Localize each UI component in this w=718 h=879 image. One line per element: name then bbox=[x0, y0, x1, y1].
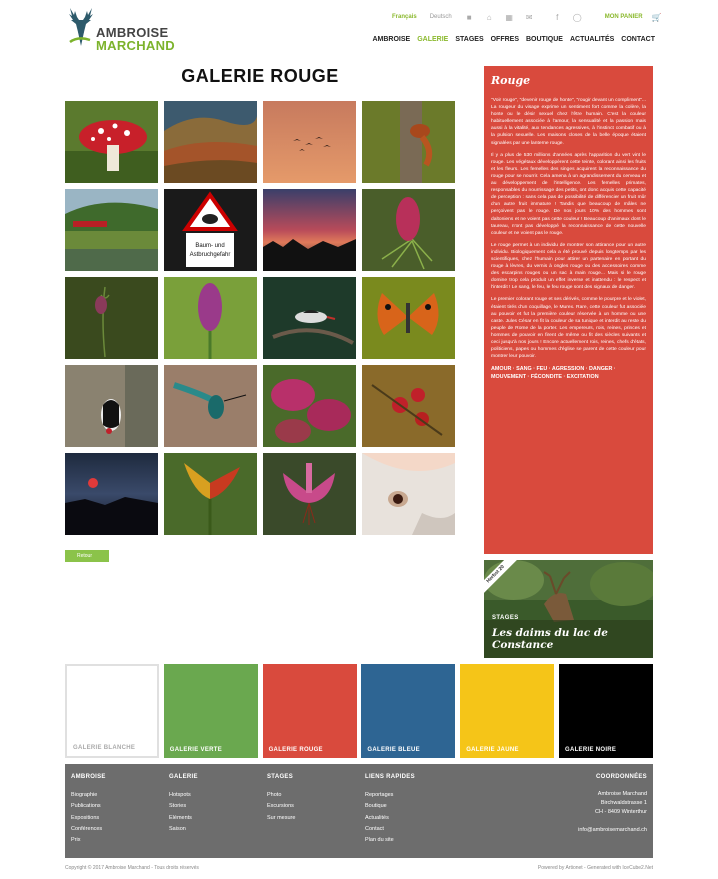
photo-red-dusk-sky[interactable] bbox=[263, 189, 356, 271]
photo-white-cockatoo-eye[interactable] bbox=[362, 453, 455, 535]
brand-line1: AMBROISE bbox=[96, 25, 169, 40]
footer-col-liens-rapides bbox=[365, 774, 415, 846]
panel-paragraph: Il y a plus de 530 millions d'années après l'apparition du vert vint le rouge. Les végétaux développèrent cette teinte, colorant ainsi les fruits et les fleurs. Les femelles des singes acquirent la reconnaissance du rouge pour se nourrir. Cela amena à un agrandissement du cerveau et au développement de l'intelligence. Les femelles primates, responsables du nourrissage des petits, ont donc acquis cette capacité de perception : sans cela pas de possibilité de différencier un fruit mûr d'un autre fruit immature ! Tandis que beaucoup de mâles ne perçoivent pas le rouge. De nos jours 10% des hommes sont daltoniens et ne voient pas cette couleur ! Beaucoup d'animaux dont le taureau, n'ont pas développé la reconnaissance de cette nouvelle couleur et ne voient pas le rouge. bbox=[491, 152, 646, 236]
gallery-tile-label: GALERIE BLANCHE bbox=[73, 745, 136, 751]
footer-col-title: LIENS RAPIDES bbox=[365, 774, 415, 780]
footer-link[interactable]: Sur mesure bbox=[267, 814, 296, 821]
back-button[interactable]: Retour bbox=[65, 550, 109, 562]
footer-contact-title: COORDONNÉES bbox=[596, 774, 647, 780]
nav-stages[interactable]: STAGES bbox=[455, 36, 484, 43]
photo-red-leaves-coleus[interactable] bbox=[263, 365, 356, 447]
photo-hummingbird[interactable] bbox=[164, 365, 257, 447]
footer-link[interactable]: Conférences bbox=[71, 825, 103, 832]
svg-text:Baum- und: Baum- und bbox=[195, 243, 225, 249]
promo-card-stage[interactable] bbox=[484, 560, 653, 658]
instagram-icon[interactable]: ◯ bbox=[572, 12, 582, 22]
top-bar bbox=[392, 12, 662, 22]
promo-title: Les daims du lac de Constance bbox=[492, 627, 608, 651]
footer-col-title: AMBROISE bbox=[71, 774, 106, 780]
contact-line: Birchwaldstrasse 1 bbox=[600, 800, 647, 806]
promo-category: STAGES bbox=[492, 615, 519, 621]
page-title: GALERIE ROUGE bbox=[181, 66, 339, 86]
footer-link[interactable]: Eléments bbox=[169, 814, 192, 821]
footer-link[interactable]: Actualités bbox=[365, 814, 389, 821]
photo-woodpecker-on-trunk[interactable] bbox=[65, 365, 158, 447]
photo-beaver-warning-sign[interactable] bbox=[164, 189, 257, 271]
footer-link[interactable]: Contact bbox=[365, 825, 384, 832]
nav-contact[interactable]: CONTACT bbox=[621, 36, 655, 43]
photo-birds-at-sunset[interactable] bbox=[263, 101, 356, 183]
photo-tern-on-branch[interactable] bbox=[263, 277, 356, 359]
contact-line: Ambroise Marchand bbox=[597, 791, 647, 797]
footer-col-ambroise bbox=[71, 774, 106, 846]
footer-link[interactable]: Saison bbox=[169, 825, 186, 832]
nav-galerie[interactable]: GALERIE bbox=[417, 36, 449, 43]
photo-rose-hips[interactable] bbox=[362, 365, 455, 447]
panel-paragraph: Le rouge permet à un individu de montrer son attirance pour un autre individu. Biologiquement cela a été prouvé depuis longtemps par les scientifiques, chez l'humain pour attirer un partenaire en portant du rouge à lèvres, du vernis à ongles rouge ou des accessoires comme des escarpins rouges ou un sac à main rouge... Mais si le rouge domine trop cela produit un effet inverse et inattendu : le respect et l'interdit ! Le sang, le feu, le feu rouge sont des signaux de danger. bbox=[491, 242, 646, 291]
mail-icon[interactable]: ✉ bbox=[525, 12, 533, 22]
gallery-tile-label: GALERIE VERTE bbox=[169, 747, 223, 753]
footer-col-title: GALERIE bbox=[169, 774, 198, 780]
copyright: Copyright © 2017 Ambroise Marchand - Tous droits réservés bbox=[65, 865, 199, 871]
lock-icon[interactable]: ■ bbox=[466, 12, 472, 22]
photo-yellow-red-lily[interactable] bbox=[164, 453, 257, 535]
photo-red-train-in-valley[interactable] bbox=[65, 189, 158, 271]
photo-autumn-forest-hill[interactable] bbox=[164, 101, 257, 183]
panel-paragraph: Le premier colorant rouge et ses dérivés, comme le pourpre et le violet, étaient tirés d'un coquillage, le Murex. Rare, cette couleur fut associée au pouvoir et fut la première couleur réservée à un homme ou une caste. Jules César en fit la couleur de sa tunique et interdit au reste du peuple de Rome de la porter. Les empereurs, rois, reines, princes et hommes de pouvoir en firent de même ou fit des siècles suivants et ceci jusqu'à nos jours ! Encore actuellement rois, reines, chefs d'états, politiciens, papes ou hommes d'église se parent de cette couleur pour montrer leur pouvoir. bbox=[491, 297, 646, 360]
deer-head-icon bbox=[66, 6, 96, 52]
gallery-blanche-tile[interactable] bbox=[65, 664, 159, 758]
lang-deutsch[interactable]: Deutsch bbox=[429, 14, 452, 20]
nav-offres[interactable]: OFFRES bbox=[490, 36, 519, 43]
panel-keywords: AMOUR · SANG · FEU · AGRESSION · DANGER · MOUVEMENT · FÉCONDITE · EXCITATION bbox=[491, 366, 616, 381]
promo-ribbon: Herbst 20 bbox=[484, 560, 520, 599]
lang-francais[interactable]: Français bbox=[392, 14, 417, 20]
photo-fritillary-flower[interactable] bbox=[65, 277, 158, 359]
footer-link[interactable]: Prix bbox=[71, 837, 81, 844]
footer-link[interactable]: Hotspots bbox=[169, 792, 191, 798]
footer-link[interactable]: Stories bbox=[169, 803, 187, 810]
gallery-tile-label: GALERIE ROUGE bbox=[268, 747, 323, 753]
photo-tortoiseshell-butterfly[interactable] bbox=[362, 277, 455, 359]
gallery-jaune-tile[interactable] bbox=[460, 664, 554, 758]
brand-line2: MARCHAND bbox=[96, 38, 175, 53]
color-gallery-strip bbox=[65, 664, 653, 758]
site-logo[interactable] bbox=[66, 6, 176, 52]
home-icon[interactable]: ⌂ bbox=[486, 12, 492, 22]
photo-red-sun-over-hills[interactable] bbox=[65, 453, 158, 535]
site-footer bbox=[65, 764, 653, 858]
panel-paragraph: "Voir rouge", "devenir rouge de honte", "rougir devant un compliment"... La rougeur du visage exprime un sentiment fort comme la colère, la honte ou le désir sexuel chez l'être humain. C'est la couleur habituellement associée à l'amour, la sensualité et la passion mais aussi à la vitalité, aux tendances agressives, à l'instinct combatif ou à la pulsion sexuelle. Les maisons closes de la belle époque étaient signalées par une lanterne rouge. bbox=[491, 98, 646, 146]
photo-red-larch-cone[interactable] bbox=[362, 189, 455, 271]
color-info-panel bbox=[484, 66, 653, 554]
footer-col-stages bbox=[267, 774, 295, 824]
footer-col-galerie bbox=[169, 774, 198, 835]
cart-icon[interactable]: 🛒 bbox=[651, 12, 662, 22]
photo-grid bbox=[65, 101, 456, 535]
contact-email[interactable]: info@ambroisemarchand.ch bbox=[578, 827, 647, 833]
gallery-bleue-tile[interactable] bbox=[361, 664, 455, 758]
footer-link[interactable]: Excursions bbox=[267, 803, 294, 810]
photo-purple-orchid[interactable] bbox=[164, 277, 257, 359]
footer-link[interactable]: Plan du site bbox=[365, 837, 394, 844]
powered-by[interactable]: Powered by Artionet - Generated with IceCube2.Net bbox=[537, 865, 653, 871]
gallery-rouge-tile[interactable] bbox=[263, 664, 357, 758]
svg-text:Astbruchgefahr: Astbruchgefahr bbox=[189, 252, 231, 258]
gallery-tile-label: GALERIE JAUNE bbox=[466, 747, 519, 753]
footer-link[interactable]: Reportages bbox=[365, 792, 394, 798]
footer-link[interactable]: Expositions bbox=[71, 814, 100, 821]
nav-actualites[interactable]: ACTUALITÉS bbox=[569, 36, 615, 43]
grid-icon[interactable]: ▦ bbox=[505, 12, 513, 22]
photo-pink-lily[interactable] bbox=[263, 453, 356, 535]
footer-link[interactable]: Boutique bbox=[365, 803, 387, 810]
main-nav bbox=[365, 36, 655, 43]
footer-col-title: STAGES bbox=[267, 774, 294, 780]
contact-line: CH - 8409 Winterthur bbox=[595, 809, 647, 815]
panel-title: Rouge bbox=[491, 74, 531, 87]
footer-link[interactable]: Publications bbox=[71, 803, 101, 810]
nav-ambroise[interactable]: AMBROISE bbox=[372, 36, 411, 43]
gallery-verte-tile[interactable] bbox=[164, 664, 258, 758]
footer-link[interactable]: Biographie bbox=[71, 792, 98, 798]
cart-link[interactable]: MON PANIER bbox=[604, 14, 643, 20]
nav-boutique[interactable]: BOUTIQUE bbox=[526, 36, 563, 43]
gallery-tile-label: GALERIE NOIRE bbox=[564, 747, 617, 753]
footer-link[interactable]: Photo bbox=[267, 792, 282, 798]
photo-fly-agaric-mushroom[interactable] bbox=[65, 101, 158, 183]
photo-red-squirrel-on-tree[interactable] bbox=[362, 101, 455, 183]
facebook-icon[interactable]: f bbox=[556, 12, 559, 22]
gallery-noire-tile[interactable] bbox=[559, 664, 653, 758]
footer-contact bbox=[578, 774, 647, 835]
gallery-tile-label: GALERIE BLEUE bbox=[367, 747, 420, 753]
